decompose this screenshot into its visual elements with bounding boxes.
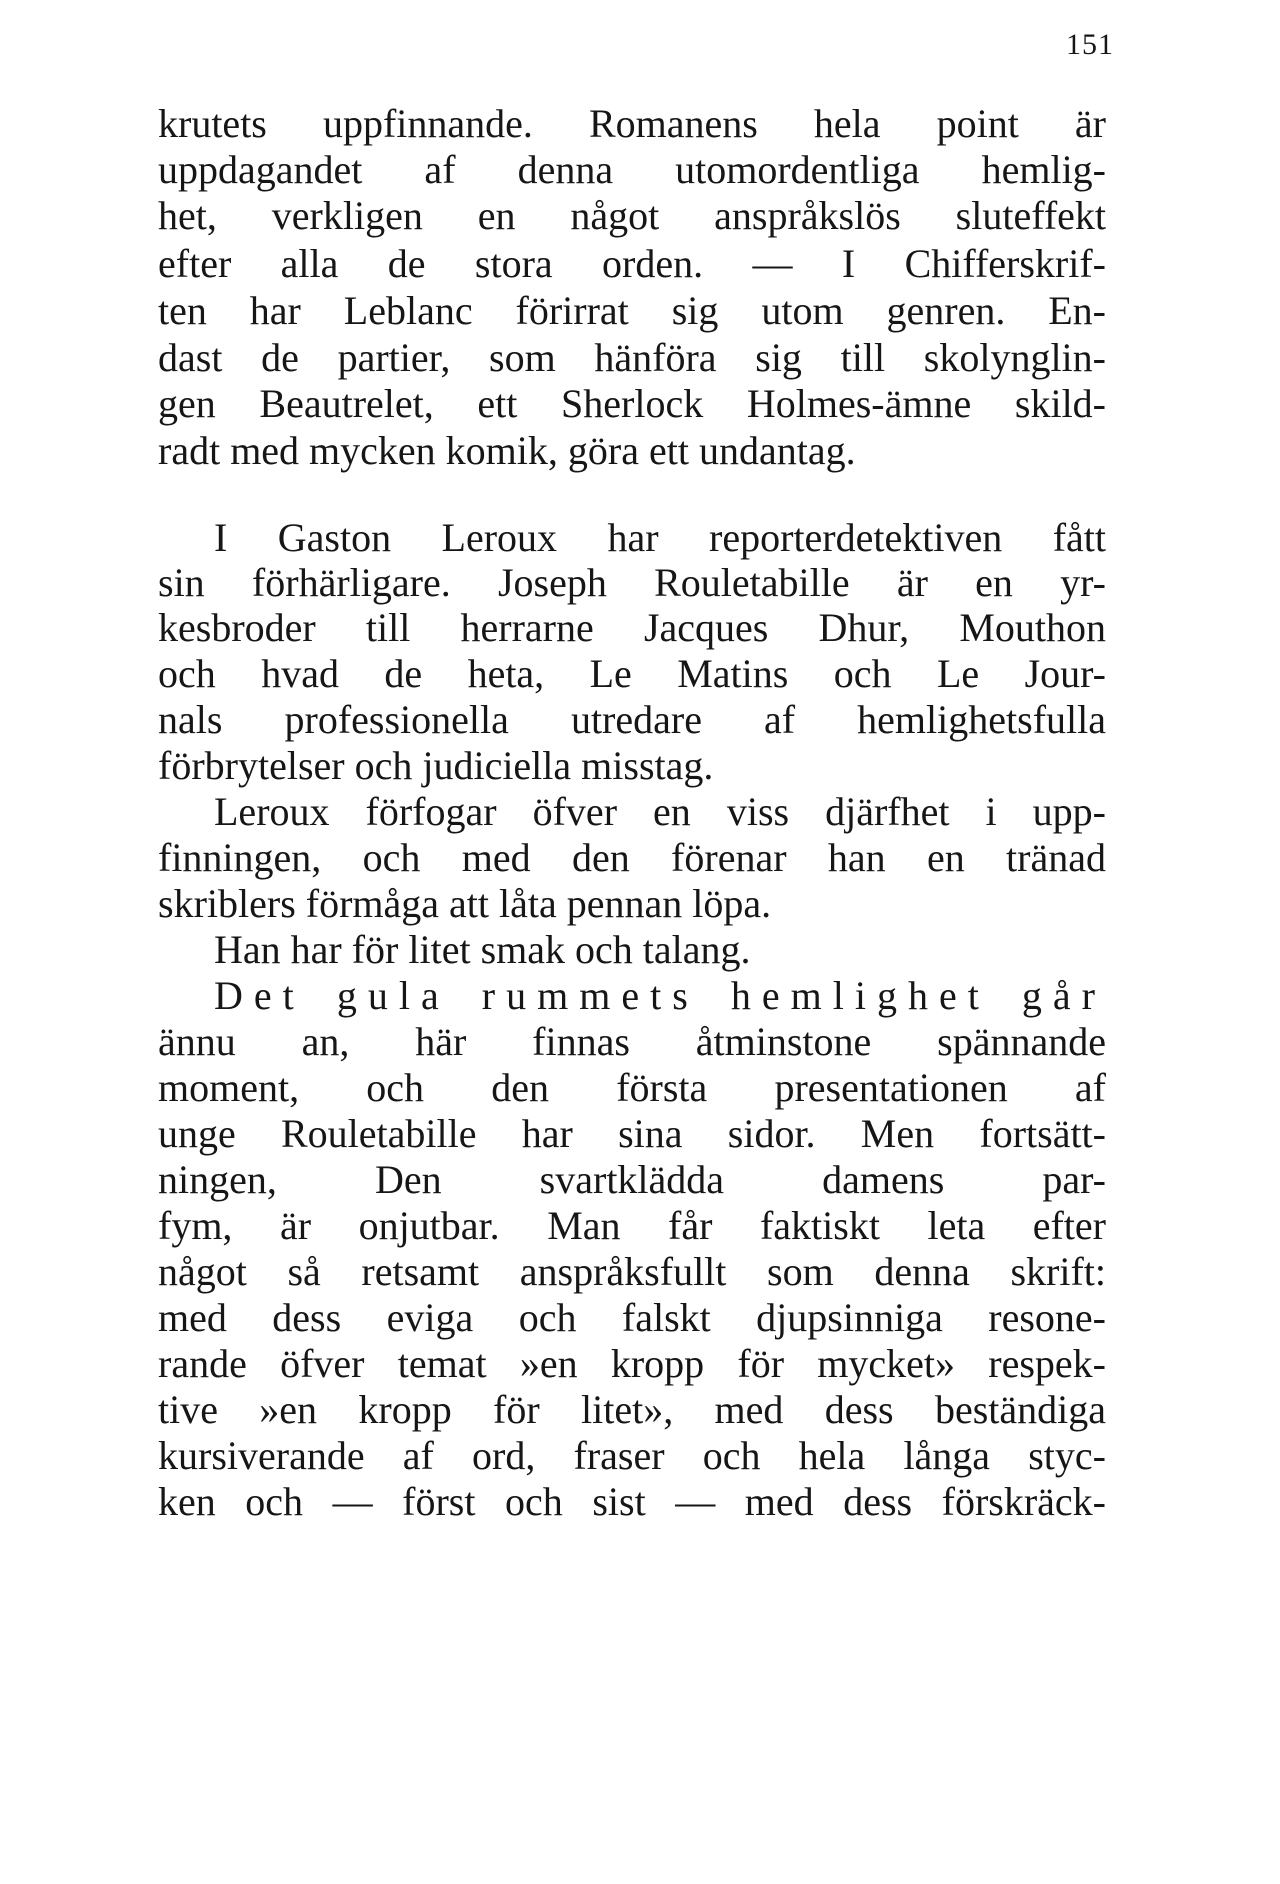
text-line: Leroux förfogar öfver en viss djärfhet i upp-: [214, 789, 1106, 834]
text-line: radt med mycken komik, göra ett undantag.: [158, 428, 856, 473]
text-line: kesbroder till herrarne Jacques Dhur, Mouthon: [158, 605, 1106, 650]
text-line: kursiverande af ord, fraser och hela långa styc-: [158, 1433, 1106, 1478]
text-line: nals professionella utredare af hemlighetsfulla: [158, 697, 1106, 742]
text-line: dast de partier, som hänföra sig till skolynglin-: [158, 335, 1106, 380]
text-line: och hvad de heta, Le Matins och Le Jour-: [158, 651, 1106, 696]
text-line: uppdagandet af denna utomordentliga hemlig-: [158, 147, 1106, 192]
text-line: rande öfver temat »en kropp för mycket» respek-: [158, 1341, 1106, 1386]
text-line: Han har för litet smak och talang.: [214, 927, 751, 972]
text-line: skriblers förmåga att låta pennan löpa.: [158, 881, 772, 926]
text-line: Det gula rummets hemlighet går: [214, 973, 1106, 1018]
text-line: ännu an, här finnas åtminstone spännande: [158, 1019, 1106, 1064]
text-line: med dess eviga och falskt djupsinniga resone-: [158, 1295, 1106, 1340]
text-line: ken och — först och sist — med dess förskräck-: [158, 1479, 1106, 1524]
text-line: gen Beautrelet, ett Sherlock Holmes-ämne skild-: [158, 381, 1106, 426]
text-line: I Gaston Leroux har reporterdetektiven fått: [214, 515, 1106, 560]
text-line: sin förhärligare. Joseph Rouletabille är en yr-: [158, 560, 1106, 605]
page-number: 151: [1066, 28, 1114, 61]
text-line: het, verkligen en något anspråkslös sluteffekt: [158, 193, 1106, 238]
text-line: något så retsamt anspråksfullt som denna skrift:: [158, 1249, 1106, 1294]
text-line: ningen, Den svartklädda damens par-: [158, 1157, 1106, 1202]
text-line: ten har Leblanc förirrat sig utom genren. En-: [158, 288, 1106, 333]
text-line: moment, och den första presentationen af: [158, 1065, 1106, 1110]
text-line: unge Rouletabille har sina sidor. Men fortsätt-: [158, 1111, 1106, 1156]
text-line: krutets uppfinnande. Romanens hela point är: [158, 101, 1106, 146]
text-line: finningen, och med den förenar han en tränad: [158, 835, 1106, 880]
text-line: förbrytelser och judiciella misstag.: [158, 743, 714, 788]
text-line: fym, är onjutbar. Man får faktiskt leta efter: [158, 1203, 1106, 1248]
text-line: efter alla de stora orden. — I Chifferskrif-: [158, 241, 1106, 286]
text-line: tive »en kropp för litet», med dess beständiga: [158, 1387, 1106, 1432]
